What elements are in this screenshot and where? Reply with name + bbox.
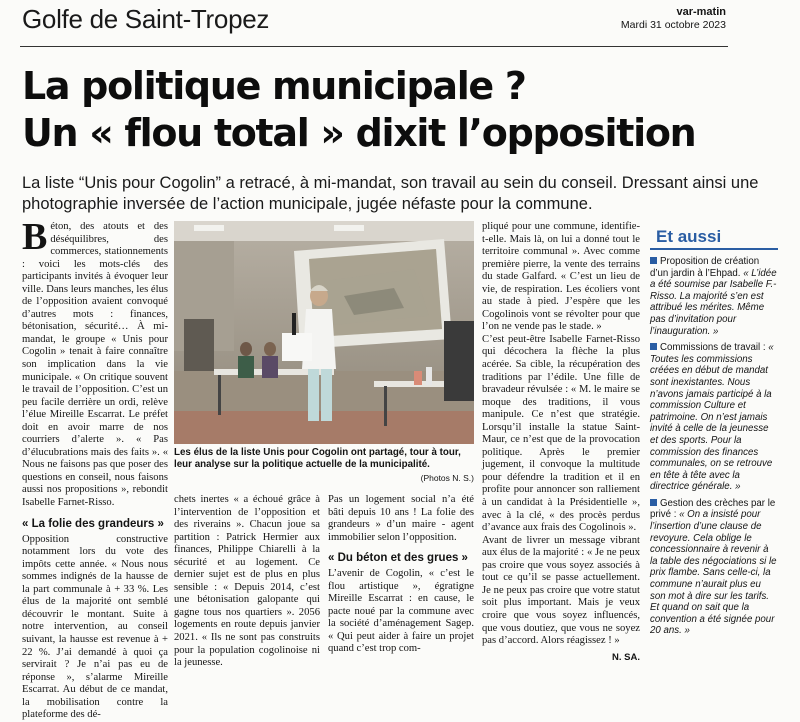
- section-title: Golfe de Saint-Tropez: [22, 4, 270, 34]
- header-rule: [20, 46, 728, 47]
- paragraph: Opposition constructive notamment lors du vote des impôts cette année. « Nous nous sommes indignés de la hausse de la part communale à + 33 %. Les élus de la majorité ont semblé découvrir le montant. Suite à notre intervention, au conseil suivant, la hausse est revenue à + 22 %. J’ai demandé à quoi ça servirait ? Je n’ai pas eu de réponse », s’alarme Mireille Escarrat. Au début de ce mandat, la mobilisation contre la plateforme des dé-: [22, 533, 168, 721]
- bullet-square-icon: [650, 343, 657, 350]
- subheading: « La folie des grandeurs »: [22, 517, 164, 530]
- headline: [22, 63, 782, 157]
- paragraph: pliqué pour une commune, identifie-t-elle. Mais là, on lui a donné tout le territoire communal ». Avec comme première pierre, la vente des terrains du stade Galfard. « C’est un lieu de vie, de respiration. Les écoliers vont au stade à pied. J’espère que les Cogolinois vont se révolter pour que l’on ne vende pas le stade. »: [482, 221, 640, 333]
- publication-date: Mardi 31 octobre 2023: [620, 19, 726, 31]
- subheading: « Du béton et des grues »: [328, 552, 468, 565]
- article-column-1: [22, 216, 168, 722]
- sidebar-et-aussi: [650, 226, 778, 642]
- sidebar-item: [650, 256, 778, 337]
- article-photo: [174, 221, 474, 444]
- article-column-3: [328, 494, 474, 656]
- headline-line-2: Un « flou total » dixit l’opposition: [22, 111, 696, 155]
- bullet-square-icon: [650, 499, 657, 506]
- paragraph: C’est peut-être Isabelle Farnet-Risso qui décochera la flèche la plus acérée. Sa cible, la récupération des traditions par l’édile. Une fille de bravadeur révulsée : « M. le maire se moque des traditions, il vous manipule. Ce n’est que stratégie. Lorsqu’il installe la statue Saint-Maur, ce n’est que de la provocation politique. Après le premier jugement, il convoque la multitude pour défendre la tradition et il en profite pour annoncer son ralliement à un candidat à la Présidentielle », avec à la clé, « des procès perdus d’avance aux frais des Cogolinois ».: [482, 333, 640, 534]
- paragraph: éton, des atouts et des déséquilibres, des commerces, stationnements : voici les mots-clés des participants invités à évoquer leur ville. Dans leurs manches, les élus de l’opposition avaient convoqué d’autres mots : finances, bétonisation, sécurité… À mi-mandat, le groupe « Unis pour Cogolin » tenait à faire connaître son implication dans la vie municipale. « On critique souvent le travail de l’opposition. C’est un peu facile derrière un ordi, relève l’élue Mireille Escarrat. Le préfet doit en avoir marre de nos courriers d’alerte ». « Pas d’élucubrations mais des faits ». « Nous ne faisons pas que poser des questions en conseil, nous faisons aussi nos propositions », rebondit Isabelle Farnet-Risso.: [22, 221, 168, 509]
- paragraph: Pas un logement social n’a été bâti depuis 10 ans ! La folie des grandeurs » d’un maire - agent immobilier selon l’opposition.: [328, 494, 474, 543]
- author-signature: N. SA.: [612, 651, 640, 663]
- photo-caption: Les élus de la liste Unis pour Cogolin ont partagé, tour à tour, leur analyse sur la politique actuelle de la municipalité.: [174, 447, 461, 470]
- paragraph: Avant de livrer un message vibrant aux élus de la majorité : « Je ne peux pas croire que vous soyez associés à tout ce qu’il se passe actuellement. Je ne peux pas croire que votre statut soit plus important. Mais je veux croire que vous soyez influencés, que vous doutiez, que vous ne soyez pas d’accord. Alors réagissez ! »: [482, 534, 640, 647]
- sidebar-item-body: « L’idée a été soumise par Isabelle F.-Risso. La majorité s’en est attribué les mérites. Même pas d’invitation pour l’inauguration. »: [650, 267, 777, 337]
- sidebar-item-head: Gestion des crèches par le privé :: [650, 497, 776, 521]
- article-column-4: [482, 221, 640, 664]
- photo-illustration: [174, 221, 474, 444]
- paragraph: L’avenir de Cogolin, « c’est le flou artistique », égratigne Mireille Escarrat : en cause, le pacte noué par la commune avec la société d’aménagement Sagep. « Qui peut aider à faire un projet quand c’est trop com-: [328, 568, 474, 655]
- publication-name: var-matin: [676, 6, 726, 18]
- publication-info: [621, 6, 726, 31]
- article-column-2: [174, 494, 320, 670]
- photo-credit: (Photos N. S.): [420, 473, 474, 483]
- sidebar-item: [650, 342, 778, 493]
- sidebar-item: [650, 498, 778, 637]
- headline-line-1: La politique municipale ?: [22, 64, 526, 108]
- sidebar-item-body: « Toutes les commissions créées en début de mandat sont inexistantes. Nous n’avons jamais participé à la commission Culture et patrimoine. On n’est jamais invité à celle de la jeunesse et des sports. Pour la commission des finances communales, on se retrouve en tête à tête avec la directrice générale. »: [650, 342, 774, 493]
- paragraph: chets inertes « a échoué grâce à l’intervention de l’opposition et des riverains ». Chacun joue sa partition : Patrick Hermier aux finances, Philippe Chiarelli à la sécurité et au logement. Ce dernier sujet est de plus en plus sensible : « Depuis 2014, c’est une bétonisation galopante qui gagne tous nos quartiers ». 2056 logements en route depuis janvier 2021. « Ils ne sont pas construits pour la population cogolinoise ni la jeunesse.: [174, 494, 320, 669]
- sidebar-title: Et aussi: [650, 226, 778, 250]
- bullet-square-icon: [650, 257, 657, 264]
- article-lead: La liste “Unis pour Cogolin” a retracé, à mi-mandat, son travail au sein du conseil. Dressant ainsi une photographie inversée de l’action municipale, jugée néfaste pour la commune.: [22, 174, 759, 213]
- dropcap: B: [22, 216, 48, 258]
- sidebar-item-body: « On a insisté pour l’insertion d’une clause de revoyure. Cela oblige le concessionnaire à revenir à la table des négociations si le prix flambe. Sans celle-ci, la commune n’aurait plus eu son mot à dire sur les tarifs. Et quand on sait que la convention a été signée pour 20 ans. »: [650, 509, 777, 637]
- sidebar-item-head: Proposition de création d’un jardin à l’Ehpad.: [650, 256, 760, 279]
- sidebar-item-head: Commissions de travail :: [660, 342, 766, 354]
- signature-row: [482, 652, 640, 665]
